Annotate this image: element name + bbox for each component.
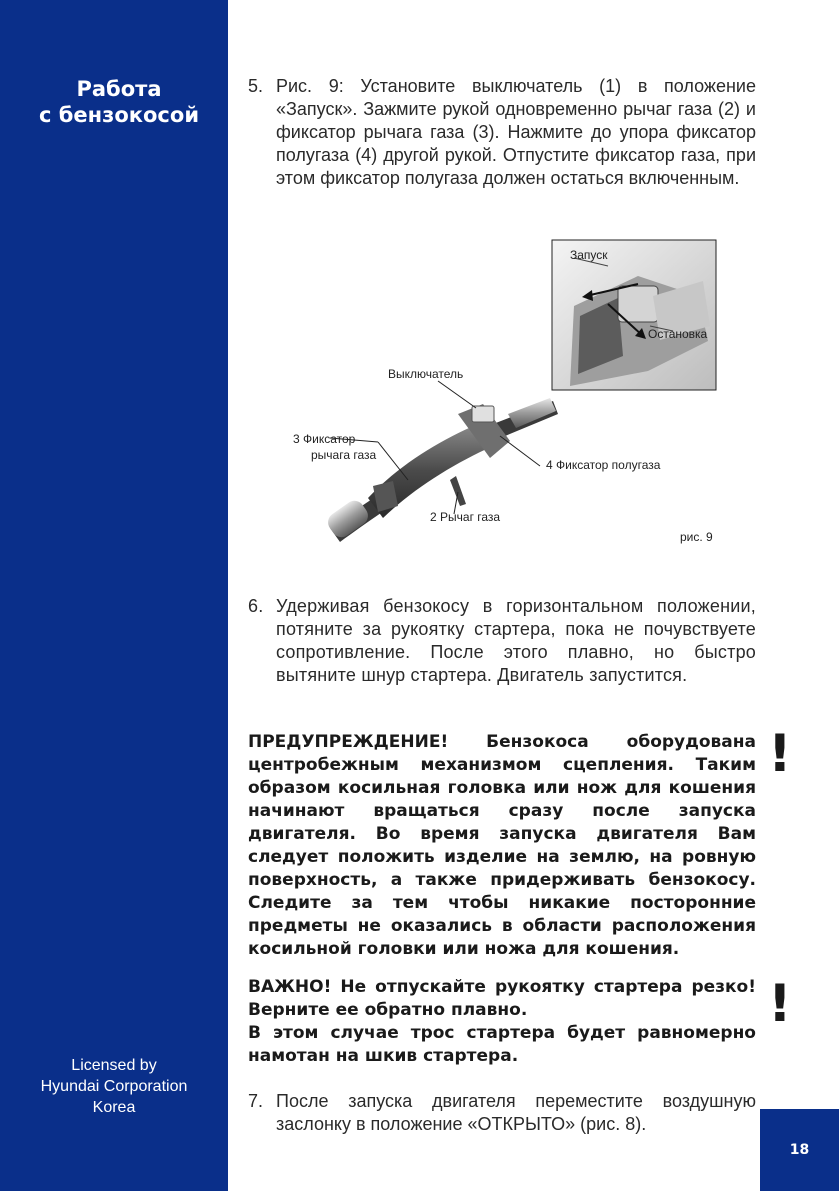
license-note [0,1055,228,1118]
step-5-text: Рис. 9: Установите выключатель (1) в положение «Запуск». Зажмите рукой одновременно рычаг газа (2) и фиксатор рычага газа (3). Нажмите до упора фиксатор полугаза (4) другой рукой. Отпустите фиксатор газа, при этом фиксатор полугаза должен остаться включенным. [276,76,756,188]
label-half-throttle: 4 Фиксатор полугаза [546,458,661,472]
inset-label-start: Запуск [570,248,608,262]
sidebar [0,0,228,1191]
warning-block [248,731,756,961]
step-5-number: 5. [248,76,264,96]
inset-label-stop: Остановка [648,327,708,341]
label-switch: Выключатель [388,367,464,381]
license-line1: Licensed by [71,1057,157,1074]
step-6-text: Удерживая бензокосу в горизонтальном положении, потяните за рукоятку стартера, пока не почувствуете сопротивление. После этого плавно, но быстро вытяните шнур стартера. Двигатель запустится. [276,596,756,685]
label-throttle: 2 Рычаг газа [430,510,501,524]
step-5 [248,75,756,190]
step-7 [248,1090,756,1136]
warning-exclamation-icon: ! [768,724,792,784]
section-title [20,76,218,128]
label-lever-lock-line1: 3 Фиксатор [293,432,356,446]
important-line2: В этом случае трос стартера будет равномерно намотан на шкив стартера. [248,1023,756,1066]
page-number: 18 [760,1109,839,1191]
figure-inset [552,240,716,390]
important-exclamation-icon: ! [768,974,792,1034]
step-6 [248,595,756,687]
step-7-text: После запуска двигателя переместите воздушную заслонку в положение «ОТКРЫТО» (рис. 8). [276,1091,756,1134]
license-line2: Hyundai Corporation [40,1078,188,1095]
license-line3: Korea [92,1099,136,1116]
figure-9 [278,236,728,556]
section-title-line1: Работа [76,77,162,101]
important-block [248,976,756,1068]
figure-9-illustration [278,236,728,556]
section-title-line2: с бензокосой [38,103,200,127]
important-line1: ВАЖНО! Не отпускайте рукоятку стартера резко! Верните ее обратно плавно. [248,977,756,1020]
step-6-number: 6. [248,596,264,616]
step-7-number: 7. [248,1091,264,1111]
warning-text: ПРЕДУПРЕЖДЕНИЕ! Бензокоса оборудована центробежным механизмом сцепления. Таким образом косильная головка или нож для кошения начинают вращаться сразу после запуска двигателя. Во время запуска двигателя Вам следует положить изделие на землю, на ровную поверхность, а также придерживать бензокосу. Следите за тем чтобы никакие посторонние предметы не оказались в области расположения косильной головки или ножа для кошения. [248,732,756,959]
figure-caption: рис. 9 [680,530,713,544]
label-lever-lock-line2: рычага газа [311,448,377,462]
